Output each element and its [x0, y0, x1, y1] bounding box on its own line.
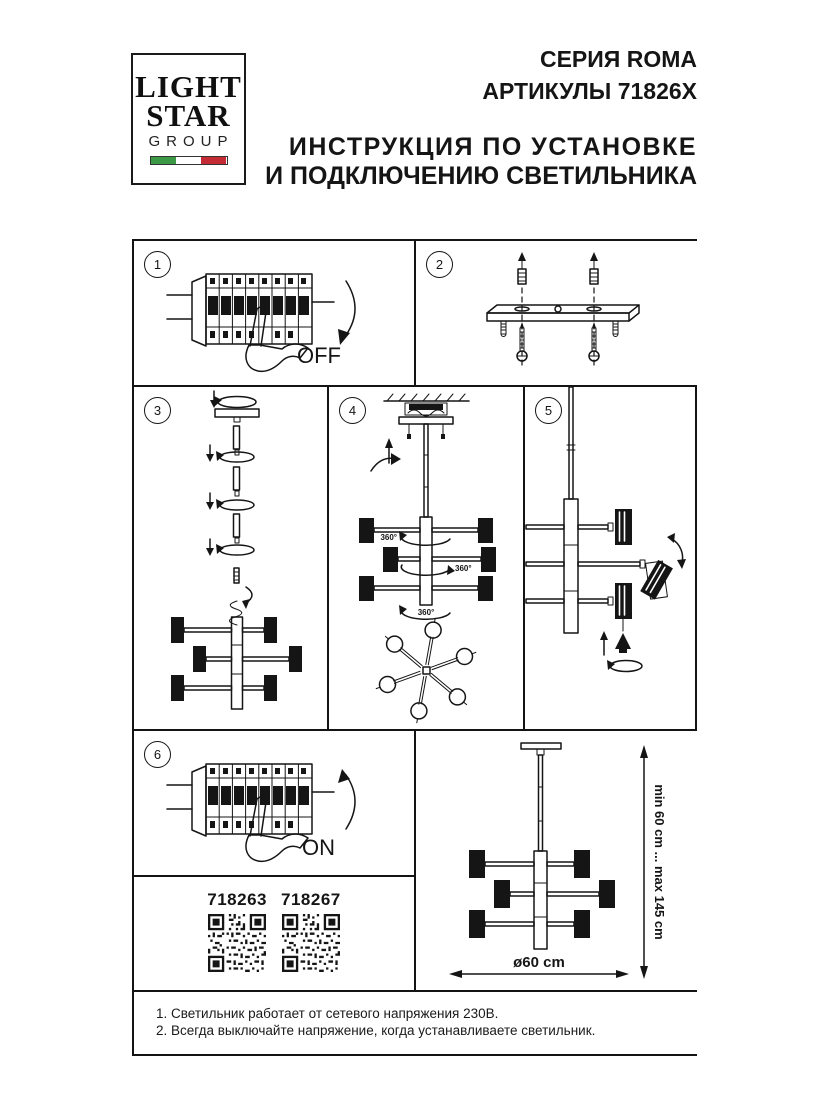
- off-label: OFF: [297, 343, 341, 368]
- down-arrow-icon: [206, 391, 218, 556]
- steps-grid: [132, 239, 697, 1056]
- on-label: ON: [302, 835, 335, 860]
- rotation-label-2: 360°: [455, 564, 472, 573]
- logo-word-group: GROUP: [148, 133, 234, 150]
- height-dimension-arrow: [640, 745, 648, 979]
- fixing-stud-icon: [501, 321, 618, 337]
- notes-panel: [134, 992, 697, 1054]
- step-1-panel: [134, 241, 416, 387]
- instruction-title-line1: ИНСТРУКЦИЯ ПО УСТАНОВКЕ: [288, 133, 697, 161]
- rotation-arrow-icon: [399, 531, 455, 619]
- shade-icon: [615, 509, 632, 619]
- lightstar-logo: [131, 53, 246, 185]
- step-3-panel: [134, 387, 329, 731]
- step-3-diagram: [134, 387, 327, 729]
- series-title: СЕРИЯ ROMA: [539, 46, 697, 72]
- step-1-number: 1: [144, 251, 171, 278]
- mounting-bar-icon: [487, 305, 639, 321]
- hanging-rod: [567, 387, 575, 499]
- chandelier-column: [564, 499, 578, 633]
- qr-panel: [134, 877, 416, 992]
- article-right: [281, 890, 341, 977]
- instruction-title-line2: И ПОДКЛЮЧЕНИЮ СВЕТИЛЬНИКА: [265, 162, 697, 190]
- article-right-code: 718267: [281, 890, 341, 909]
- step-3-number: 3: [144, 397, 171, 424]
- wire-icon: [229, 587, 252, 625]
- logo-word-light: LIGHT: [135, 69, 242, 104]
- rotation-label-3: 360°: [417, 608, 435, 617]
- qr-code-icon: [208, 914, 266, 972]
- rod-segments: [234, 426, 240, 583]
- alignment-dashed-lines: [522, 288, 594, 367]
- diameter-dimension-arrow: [449, 970, 629, 978]
- note-line-1: 1. Светильник работает от сетевого напряжения 230В.: [156, 1006, 499, 1021]
- switch-off-arrow-icon: [338, 281, 355, 345]
- chandelier-body: [359, 517, 496, 605]
- step-2-number: 2: [426, 251, 453, 278]
- step-1-diagram: [134, 241, 414, 385]
- wall-anchor-icon: [518, 252, 598, 284]
- chandelier-body: [171, 617, 302, 709]
- dimensions-diagram: [416, 731, 697, 990]
- height-dimension-label: min 60 cm ... max 145 cm: [652, 784, 667, 940]
- step-4-diagram: [329, 387, 523, 729]
- step-6-panel: [134, 731, 416, 877]
- step-6-diagram: [134, 731, 414, 875]
- step-2-diagram: [416, 241, 697, 385]
- step-5-diagram: [525, 387, 695, 729]
- rotation-arrow-icon: [214, 396, 256, 555]
- tilt-arrow-icon: [667, 533, 686, 569]
- logo-word-star: STAR: [146, 98, 231, 133]
- ceiling-mount-icon: [384, 394, 469, 439]
- top-view-star: [376, 618, 476, 722]
- step-5-number: 5: [535, 397, 562, 424]
- articles-title: АРТИКУЛЫ 71826X: [482, 78, 697, 104]
- dimensions-panel: [416, 731, 697, 992]
- step-4-panel: [329, 387, 525, 731]
- header: [265, 46, 697, 191]
- step-2-panel: [416, 241, 697, 387]
- article-left: [207, 890, 267, 977]
- switch-on-arrow-icon: [338, 769, 355, 829]
- instruction-title: [265, 133, 697, 191]
- screw-icon: [517, 322, 599, 361]
- italian-flag-icon: [150, 156, 228, 165]
- step-4-number: 4: [339, 397, 366, 424]
- step-6-number: 6: [144, 741, 171, 768]
- canopy-icon: [215, 409, 259, 422]
- article-left-code: 718263: [207, 890, 267, 909]
- diameter-dimension-label: ø60 cm: [513, 954, 565, 971]
- step-5-panel: [525, 387, 695, 731]
- chandelier-front-view: [469, 743, 615, 949]
- note-line-2: 2. Всегда выключайте напряжение, когда устанавливаете светильник.: [156, 1023, 596, 1038]
- lift-arrow-icon: [371, 438, 401, 471]
- light-bulb-icon: [615, 619, 631, 653]
- rotation-label-1: 360°: [380, 533, 397, 542]
- qr-code-icon: [282, 914, 340, 972]
- hanging-rod: [424, 424, 428, 517]
